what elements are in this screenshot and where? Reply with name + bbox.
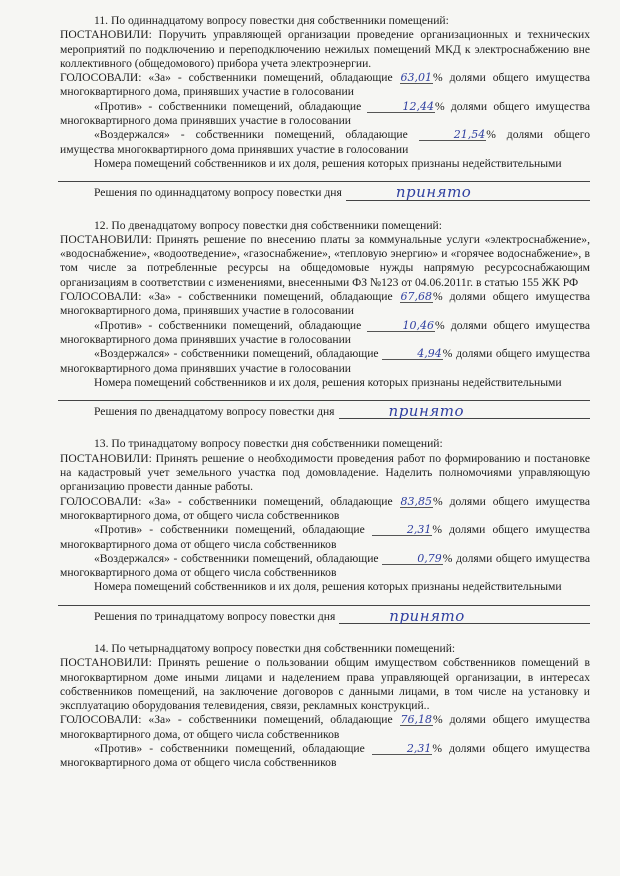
section-heading: 14. По четырнадцатому вопросу повестки дня собственники помещений: bbox=[94, 641, 456, 655]
section-heading: 11. По одиннадцатому вопросу повестки дня собственники помещений: bbox=[94, 14, 449, 27]
handwritten-against-value: 10,46 bbox=[367, 320, 435, 332]
section-heading: 13. По тринадцатому вопросу повестки дня собственники помещений: bbox=[94, 437, 443, 451]
handwritten-for-value: 63,01 bbox=[400, 71, 433, 85]
vote-for: ГОЛОСОВАЛИ: «За» - собственники помещений, обладающие 76,18% долями общего имущества многоквартирного дома, от общего числа собственников bbox=[60, 713, 591, 741]
vote-abstain: «Воздержался» - собственники помещений, обладающие 21,54% долями общего имущества многоквартирного дома принявших участие в голосовании bbox=[60, 128, 590, 156]
vote-abstain: «Воздержался» - собственники помещений, обладающие 4,94% долями общего имущества многоквартирного дома принявших участие в голосовании bbox=[60, 347, 590, 375]
handwritten-decision: принято bbox=[389, 606, 465, 625]
invalid-votes-label: Номера помещений собственников и их доля, решения которых признаны недействительными bbox=[94, 580, 562, 594]
handwritten-for-value: 76,18 bbox=[400, 713, 433, 727]
handwritten-abstain-value: 0,79 bbox=[382, 553, 443, 565]
invalid-votes-label: Номера помещений собственников и их доля, решения которых признаны недействительными bbox=[94, 375, 562, 389]
handwritten-decision: принято bbox=[388, 402, 465, 421]
invalid-votes-label: Номера помещений собственников и их доля, решения которых признаны недействительными bbox=[94, 156, 562, 170]
handwritten-abstain-value: 4,94 bbox=[382, 348, 443, 360]
handwritten-against-value: 2,31 bbox=[372, 743, 433, 755]
section-11 bbox=[60, 14, 590, 201]
decision-label: Решения по тринадцатому вопросу повестки дня bbox=[94, 609, 336, 623]
vote-against: «Против» - собственники помещений, обладающие 2,31% долями общего имущества многоквартирного дома от общего числа собственников bbox=[60, 523, 590, 551]
handwritten-for-value: 67,68 bbox=[400, 290, 433, 304]
section-heading: 12. По двенадцатому вопросу повестки дня собственники помещений: bbox=[94, 218, 442, 232]
decision-line bbox=[94, 402, 590, 421]
vote-for: ГОЛОСОВАЛИ: «За» - собственники помещений, обладающие 63,01% долями общего имущества многоквартирного дома, принявших участие в голосовании bbox=[60, 71, 591, 99]
vote-abstain: «Воздержался» - собственники помещений, обладающие 0,79% долями общего имущества многоквартирного дома от общего числа собственников bbox=[60, 551, 590, 580]
vote-for: ГОЛОСОВАЛИ: «За» - собственники помещений, обладающие 83,85% долями общего имущества многоквартирного дома, от общего числа собственников bbox=[60, 494, 591, 522]
section-12 bbox=[60, 219, 590, 420]
blank-line bbox=[58, 597, 590, 606]
decision-label: Решения по одиннадцатому вопросу повестки дня bbox=[94, 186, 342, 200]
vote-against: «Против» - собственники помещений, обладающие 2,31% долями общего имущества многоквартирного дома от общего числа собственников bbox=[60, 742, 590, 770]
decree-text: ПОСТАНОВИЛИ: Принять решение о пользовании общим имуществом собственников помещений в многоквартирном доме иными лицами и наделением права управляющей организации, в интересах собственников помещений, на заключение договоров с данными лицами, в том числе на установку и эксплуатацию оборудования телевидения, связи, рекламных конструкций.. bbox=[60, 656, 590, 713]
vote-against: «Против» - собственники помещений, обладающие 12,44% долями общего имущества многоквартирного дома принявших участие в голосовании bbox=[60, 99, 590, 128]
section-13 bbox=[60, 437, 590, 624]
handwritten-against-value: 2,31 bbox=[372, 524, 433, 536]
vote-for: ГОЛОСОВАЛИ: «За» - собственники помещений, обладающие 67,68% долями общего имущества многоквартирного дома, принявших участие в голосовании bbox=[60, 290, 591, 318]
vote-against: «Против» - собственники помещений, обладающие 10,46% долями общего имущества многоквартирного дома принявших участие в голосовании bbox=[60, 318, 590, 346]
handwritten-for-value: 83,85 bbox=[400, 494, 433, 508]
decree-text: ПОСТАНОВИЛИ: Принять решение о необходимости проведения работ по формированию и постановке на кадастровый учет земельного участка под домовладение. Наделить полномочиями управляющую организацию провести данные работы. bbox=[60, 451, 590, 494]
decision-line bbox=[94, 183, 590, 202]
section-14 bbox=[60, 642, 590, 771]
handwritten-against-value: 12,44 bbox=[367, 101, 435, 113]
decision-line bbox=[94, 606, 590, 625]
handwritten-decision: принято bbox=[395, 183, 472, 202]
handwritten-abstain-value: 21,54 bbox=[419, 129, 487, 141]
decree-text: ПОСТАНОВИЛИ: Поручить управляющей организации проведение организационных и технических мероприятий по подключению и переподключению нежилых помещений МКД к электроснабжению вне коллективного (общедомового) прибора учета электроэнергии. bbox=[60, 28, 590, 70]
blank-line bbox=[58, 173, 590, 182]
decision-label: Решения по двенадцатому вопросу повестки дня bbox=[94, 405, 335, 419]
decree-text: ПОСТАНОВИЛИ: Принять решение по внесению платы за коммунальные услуги «электроснабжение», «водоснабжение», «водоотведение», «газоснабжение», «тепловую энергию» и «горячее водоснабжение», в том числе за потребленные ресурсы на общедомовые нужды напрямую ресурсоснабжающим организациям в соответствии с изменениями, внесенными ФЗ №123 от 04.06.2011г. в статью 155 ЖК РФ bbox=[60, 232, 590, 289]
blank-line bbox=[58, 392, 590, 401]
